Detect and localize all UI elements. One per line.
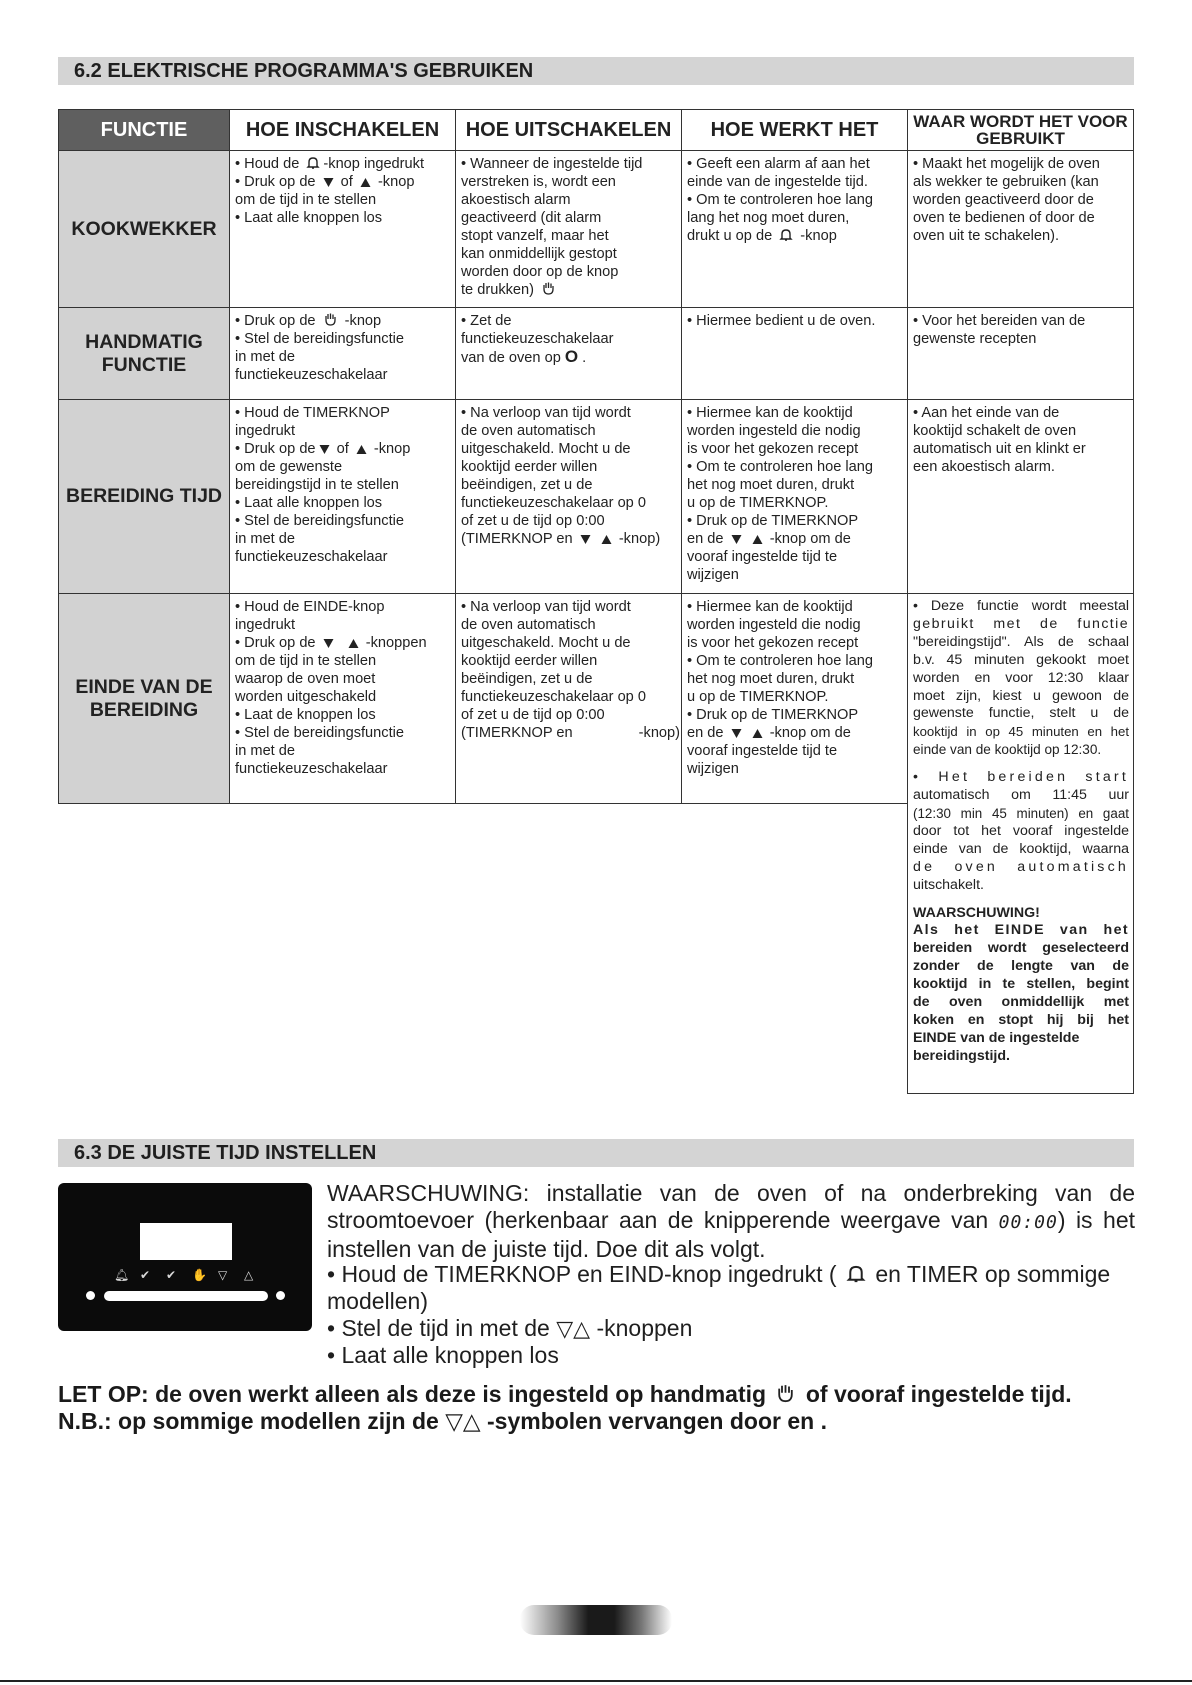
arrow-up-icon [348, 638, 359, 649]
function-label: EINDE VAN DE [75, 675, 213, 698]
row-einde-in: • Houd de EINDE-knop ingedrukt • Druk op de -knoppen om de tijd in te stellen waarop de oven moet worden uitgeschakeld • Laat de knoppen los • Stel de bereidingsfunctie in met de functiekeuzeschakelaar [229, 593, 456, 804]
arrow-down-icon [323, 177, 334, 188]
hand-icon [541, 281, 556, 296]
page-number-marker [520, 1605, 672, 1635]
bottom-rule [0, 1680, 1192, 1682]
note-nb: N.B.: op sommige modellen zijn de ▽△ -symbolen vervangen door en . [58, 1408, 827, 1434]
panel-left-dot [86, 1291, 95, 1300]
hand-icon [323, 312, 338, 327]
row-kookwekker-how: • Geeft een alarm af aan het einde van de ingestelde tijd. • Om te controleren hoe lang lang het nog moet duren, drukt u op de -knop [681, 150, 908, 308]
end-icon: ✔ [166, 1268, 177, 1282]
header-waar-line-2: GEBRUIKT [976, 129, 1065, 148]
row-einde-use: • Deze functie wordt meestal gebruikt met de functie "bereidingstijd". Als de schaal b.v. 45 minuten gekookt moet worden en voor 12:30 klaar moet zijn, kiest u gewoon de gewenste functie, stelt u de kooktijd in op 45 minuten en het einde van de kooktijd op 12:30. • Het bereiden start automatisch om 11:45 uur (12:30 min 45 minuten) en gaat door tot het vooraf ingestelde einde van de kooktijd, waarna de oven automatisch uitschakelt. WAARSCHUWING! Als het EINDE van het bereiden wordt geselecteerd zonder de lengte van de kooktijd in te stellen, begint de oven onmiddellijk met koken en stopt hij bij het EINDE van de ingestelde bereidingstijd. [907, 593, 1134, 1094]
note-let-op: LET OP: de oven werkt alleen als deze is ingesteld op handmatig of vooraf ingestelde tijd. [58, 1381, 1072, 1407]
header-functie: FUNCTIE [58, 109, 230, 151]
arrow-down-icon [319, 444, 330, 455]
row-einde-how: • Hiermee kan de kooktijd worden ingesteld die nodig is voor het gekozen recept • Om te controleren hoe lang het nog moet duren, drukt u op de TIMERKNOP. • Druk op de TIMERKNOP en de -knop om de vooraf ingestelde tijd te wijzigen [681, 593, 908, 804]
panel-icons [114, 1268, 254, 1282]
bell-icon [306, 156, 320, 170]
header-hoe-werkt-het: HOE WERKT HET [681, 109, 908, 151]
arrow-up-icon [752, 728, 763, 739]
blinking-display-value: 00:00 [998, 1212, 1058, 1233]
section-title-6-2: 6.2 ELEKTRISCHE PROGRAMMA'S GEBRUIKEN [58, 57, 1134, 85]
row-bereiding-how: • Hiermee kan de kooktijd worden ingesteld die nodig is voor het gekozen recept • Om te controleren hoe lang het nog moet duren, drukt u op de TIMERKNOP. • Druk op de TIMERKNOP en de -knop om de vooraf ingestelde tijd te wijzigen [681, 399, 908, 594]
function-bereiding-tijd [58, 399, 230, 594]
row-kookwekker-in: • Houd de -knop ingedrukt • Druk op de of -knop om de tijd in te stellen • Laat alle knoppen los [229, 150, 456, 308]
arrow-up-icon [752, 534, 763, 545]
down-icon: ▽ [218, 1268, 228, 1282]
row-kookwekker-out: • Wanneer de ingestelde tijd verstreken is, wordt een akoestisch alarm geactiveerd (dit alarm stopt vanzelf, maar het kan onmiddellijk gestopt worden door op de knop te drukken) [455, 150, 682, 308]
header-waar-gebruikt [907, 109, 1134, 151]
section-title-6-3: 6.3 DE JUISTE TIJD INSTELLEN [58, 1139, 1134, 1167]
timer-icon: ✔ [140, 1268, 151, 1282]
arrow-down-icon [731, 534, 742, 545]
step-3: • Laat alle knoppen los [327, 1342, 559, 1368]
function-label: KOOKWEKKER [71, 217, 217, 240]
row-bereiding-out: • Na verloop van tijd wordt de oven automatisch uitgeschakeld. Mocht u de kooktijd eerder willen beëindigen, zet u de functiekeuzeschakelaar op 0 of zet u de tijd op 0:00 (TIMERKNOP en -knop) [455, 399, 682, 594]
bell-icon [779, 228, 793, 242]
row-handmatig-how: • Hiermee bedient u de oven. [681, 307, 908, 400]
bell-icon [846, 1264, 866, 1284]
arrow-up-icon [356, 444, 367, 455]
panel-slider-bar [104, 1291, 268, 1301]
arrow-down-icon [580, 534, 591, 545]
function-label: BEREIDING [89, 698, 199, 721]
row-handmatig-out: • Zet de functiekeuzeschakelaar van de oven op O . [455, 307, 682, 400]
step-2: • Stel de tijd in met de ▽△ -knoppen [327, 1315, 693, 1341]
header-hoe-uitschakelen: HOE UITSCHAKELEN [455, 109, 682, 151]
header-hoe-inschakelen: HOE INSCHAKELEN [229, 109, 456, 151]
function-label: HANDMATIG [85, 330, 203, 353]
arrow-up-icon [360, 177, 371, 188]
function-einde [58, 593, 230, 804]
arrow-up-icon [601, 534, 612, 545]
function-kookwekker [58, 150, 230, 308]
row-einde-out: • Na verloop van tijd wordt de oven automatisch uitgeschakeld. Mocht u de kooktijd eerder willen beëindigen, zet u de functiekeuzeschakelaar op 0 of zet u de tijd op 0:00 (TIMERKNOP en -knop) [455, 593, 682, 804]
warning-paragraph: WAARSCHUWING: installatie van de oven of na onderbreking van de stroomtoevoer (herkenbaar aan de knipperende weergave van 00:00) is het instellen van de juiste tijd. Doe dit als volgt. [327, 1180, 1135, 1262]
up-icon: △ [244, 1268, 254, 1282]
row-handmatig-in: • Druk op de -knop • Stel de bereidingsfunctie in met de functiekeuzeschakelaar [229, 307, 456, 400]
arrow-down-icon [731, 728, 742, 739]
arrow-down-icon [323, 638, 334, 649]
row-bereiding-use: • Aan het einde van de kooktijd schakelt de oven automatisch uit en klinkt er een akoestisch alarm. [907, 399, 1134, 594]
function-label: BEREIDING TIJD [65, 485, 223, 507]
hand-icon: ✋ [192, 1268, 207, 1282]
row-bereiding-in: • Houd de TIMERKNOP ingedrukt • Druk op de of -knop om de gewenste bereidingstijd in te stellen • Laat alle knoppen los • Stel de bereidingsfunctie in met de functiekeuzeschakelaar [229, 399, 456, 594]
hand-icon [775, 1383, 796, 1404]
panel-right-dot [276, 1291, 285, 1300]
display-screen [140, 1223, 232, 1260]
bell-icon: 🔔︎ [114, 1268, 130, 1282]
step-1: • Houd de TIMERKNOP en EIND-knop ingedrukt ( en TIMER op sommige modellen) [327, 1261, 1111, 1314]
row-handmatig-use: • Voor het bereiden van de gewenste recepten [907, 307, 1134, 400]
row-kookwekker-use: • Maakt het mogelijk de oven als wekker te gebruiken (kan worden geactiveerd door de oven te bedienen of door de oven uit te schakelen). [907, 150, 1134, 308]
function-label: FUNCTIE [101, 353, 187, 376]
oven-control-panel-image [58, 1183, 312, 1331]
header-waar-line-1: WAAR WORDT HET VOOR [913, 112, 1128, 131]
function-handmatig [58, 307, 230, 400]
